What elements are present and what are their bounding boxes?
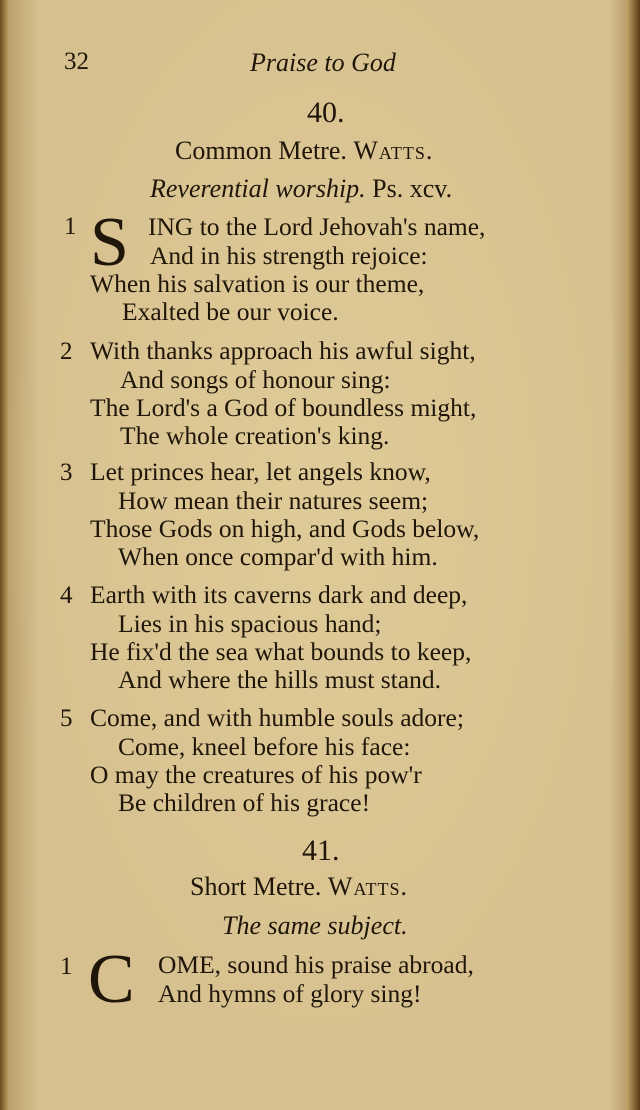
page-edge-right: [626, 0, 640, 1110]
hymn-41-subject-line: [222, 911, 408, 941]
verse-line: And where the hills must stand.: [118, 665, 441, 694]
page-edge-left: [0, 0, 8, 1110]
hymn-40-metre: Common Metre.: [175, 136, 347, 165]
verse-line: Let princes hear, let angels know,: [90, 457, 431, 486]
verse-line: And songs of honour sing:: [120, 365, 391, 394]
verse-number: 5: [60, 705, 73, 732]
hymn-40-subject-line: [150, 174, 452, 204]
hymn-41-metre-line: [190, 872, 408, 902]
hymn-41-number: 41.: [302, 834, 340, 867]
hymn-41-metre: Short Metre.: [190, 872, 322, 901]
hymn-40-metre-line: [175, 136, 433, 166]
verse-line: The whole creation's king.: [120, 421, 390, 450]
hymn-40-author: Watts.: [353, 136, 434, 165]
hymn-40-subject: Reverential worship.: [150, 174, 366, 203]
verse-number: 1: [64, 213, 77, 240]
verse-line: OME, sound his praise abroad,: [158, 950, 474, 979]
verse-number: 3: [60, 459, 73, 486]
verse-line: He fix'd the sea what bounds to keep,: [90, 637, 472, 666]
verse-line: Lies in his spacious hand;: [118, 609, 382, 638]
verse-line: O may the creatures of his pow'r: [90, 760, 422, 789]
page-number: 32: [64, 48, 89, 75]
hymn-41-subject: The same subject.: [222, 911, 408, 940]
verse-number: 4: [60, 582, 73, 609]
verse-number: 2: [60, 338, 73, 365]
verse-line: With thanks approach his awful sight,: [90, 336, 476, 365]
verse-line: When once compar'd with him.: [118, 542, 438, 571]
verse-line: Exalted be our voice.: [122, 297, 339, 326]
verse-line: And in his strength rejoice:: [150, 241, 428, 270]
verse-number: 1: [60, 953, 73, 980]
verse-line: When his salvation is our theme,: [90, 269, 425, 298]
verse-line: Come, and with humble souls adore;: [90, 703, 464, 732]
verse-line: Those Gods on high, and Gods below,: [90, 514, 480, 543]
drop-cap: S: [90, 204, 129, 281]
verse-line: How mean their natures seem;: [118, 486, 429, 515]
verse-line: The Lord's a God of boundless might,: [90, 393, 477, 422]
hymn-41-author: Watts.: [327, 872, 408, 901]
drop-cap: C: [88, 941, 135, 1018]
hymn-40-number: 40.: [307, 96, 345, 129]
verse-line: Come, kneel before his face:: [118, 732, 411, 761]
verse-line: Be children of his grace!: [118, 788, 371, 817]
hymn-40-reference: Ps. xcv.: [372, 174, 453, 203]
verse-line: And hymns of glory sing!: [158, 979, 422, 1008]
verse-line: Earth with its caverns dark and deep,: [90, 580, 468, 609]
verse-line: ING to the Lord Jehovah's name,: [148, 212, 486, 241]
running-title: Praise to God: [250, 48, 396, 77]
